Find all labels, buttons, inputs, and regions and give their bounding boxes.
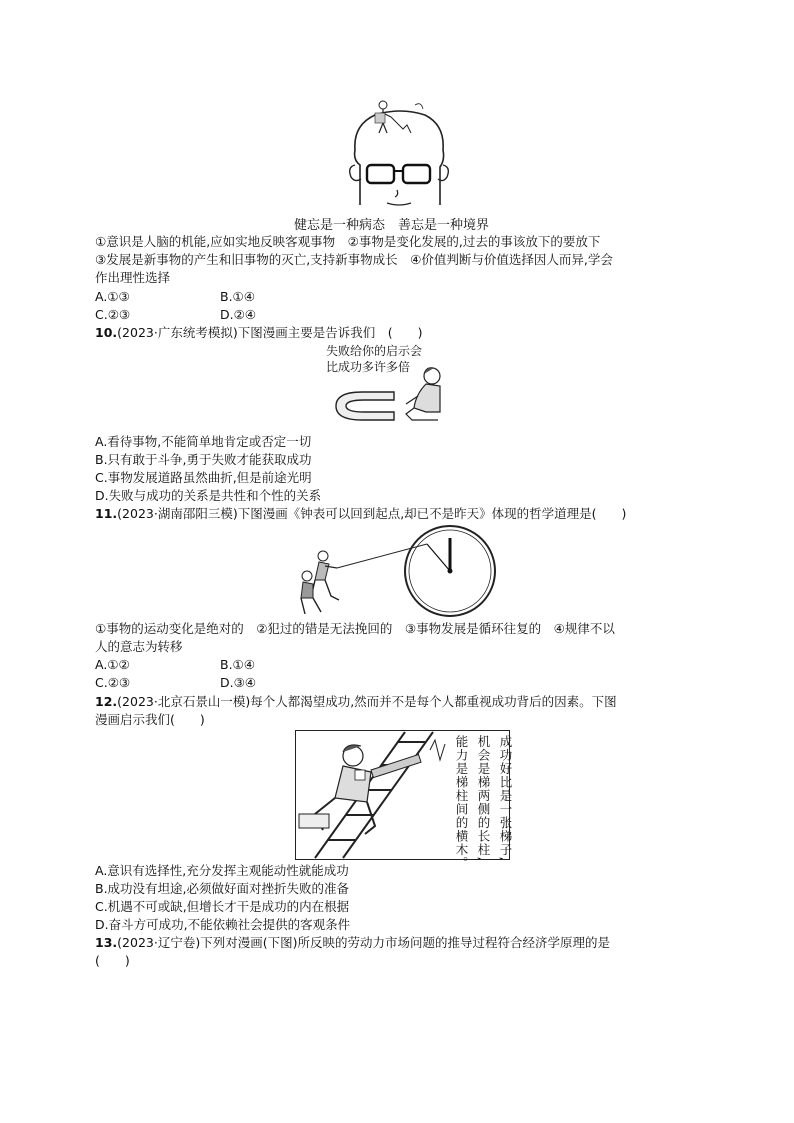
q12-option-d[interactable]: D.奋斗方可成功,不能依赖社会提供的客观条件 — [95, 917, 351, 932]
horseshoe-man-cartoon — [322, 360, 442, 430]
q10-number: 10. — [95, 325, 118, 340]
q11-statements-line1: ①事物的运动变化是绝对的 ②犯过的错是无法挽回的 ③事物发展是循环往复的 ④规律不以 — [95, 621, 615, 636]
q10-option-a[interactable]: A.看待事物,不能简单地肯定或否定一切 — [95, 434, 312, 449]
q12-option-a[interactable]: A.意识有选择性,充分发挥主观能动性就能成功 — [95, 863, 349, 878]
q11-number: 11. — [95, 506, 118, 521]
q10-cartoon-text-line2: 比成功多许多倍 — [326, 360, 411, 374]
q9-option-d[interactable]: D.②④ — [220, 307, 257, 322]
q9-statements-line3: 作出理性选择 — [95, 270, 171, 285]
q12-cartoon-text-col2: 机会是梯两侧的长柱, — [476, 735, 491, 862]
q10-option-b[interactable]: B.只有敢于斗争,勇于失败才能获取成功 — [95, 452, 312, 467]
q13-stem-line2: ( ) — [95, 953, 130, 968]
q12-stem-line1 — [95, 693, 617, 711]
q11-stem — [95, 505, 626, 523]
q12-option-c[interactable]: C.机遇不可或缺,但增长才干是成功的内在根据 — [95, 899, 350, 914]
q12-cartoon-text-col3: 能力是梯柱间的横木。 — [454, 735, 469, 870]
q9-option-a[interactable]: A.①③ — [95, 289, 130, 304]
q12-stem-line2: 漫画启示我们( ) — [95, 712, 205, 727]
q12-number: 12. — [95, 694, 118, 709]
forgetful-head-cartoon — [345, 95, 455, 210]
q11-statements-line2: 人的意志为转移 — [95, 639, 183, 654]
clock-pulling-cartoon — [295, 524, 500, 620]
q10-option-d[interactable]: D.失败与成功的关系是共性和个性的关系 — [95, 488, 322, 503]
q11-option-b[interactable]: B.①④ — [220, 657, 255, 672]
q11-option-c[interactable]: C.②③ — [95, 675, 131, 690]
q12-cartoon-text-col1: 成功好比是一张梯子, — [498, 735, 513, 862]
q11-option-a[interactable]: A.①② — [95, 657, 130, 672]
q10-stem-text: (2023·广东统考模拟)下图漫画主要是告诉我们 ( ) — [117, 325, 423, 340]
q13-stem-text: (2023·辽宁卷)下列对漫画(下图)所反映的劳动力市场问题的推导过程符合经济学原理的是 — [117, 935, 610, 950]
q11-option-d[interactable]: D.③④ — [220, 675, 257, 690]
q13-stem-line1 — [95, 934, 610, 952]
q13-number: 13. — [95, 935, 118, 950]
q10-stem — [95, 324, 422, 342]
q12-stem-text: (2023·北京石景山一模)每个人都渴望成功,然而并不是每个人都重视成功背后的因素。下图 — [117, 694, 617, 709]
q9-option-b[interactable]: B.①④ — [220, 289, 255, 304]
q11-stem-text: (2023·湖南邵阳三模)下图漫画《钟表可以回到起点,却已不是昨天》体现的哲学道理是( ) — [117, 506, 627, 521]
q10-option-c[interactable]: C.事物发展道路虽然曲折,但是前途光明 — [95, 470, 312, 485]
q10-cartoon-text-line1: 失败给你的启示会 — [326, 344, 423, 358]
q9-statements-line2: ③发展是新事物的产生和旧事物的灭亡,支持新事物成长 ④价值判断与价值选择因人而异,学会 — [95, 252, 613, 267]
q9-cartoon-caption: 健忘是一种病态 善忘是一种境界 — [294, 218, 490, 233]
q9-statements-line1: ①意识是人脑的机能,应如实地反映客观事物 ②事物是变化发展的,过去的事该放下的要放下 — [95, 234, 601, 249]
q9-option-c[interactable]: C.②③ — [95, 307, 131, 322]
q12-option-b[interactable]: B.成功没有坦途,必须做好面对挫折失败的准备 — [95, 881, 350, 896]
